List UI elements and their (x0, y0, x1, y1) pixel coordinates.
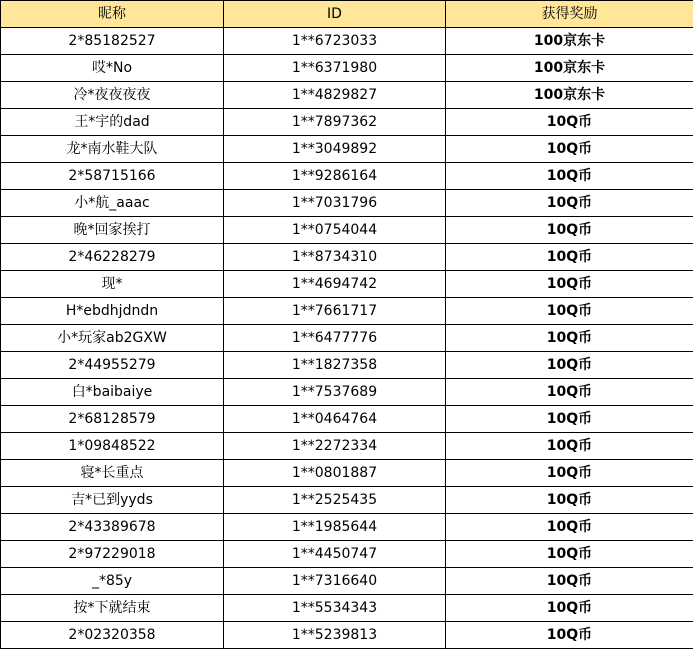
table-row (1, 433, 693, 460)
table-row (1, 460, 693, 487)
cell-id: 1**7031796 (224, 190, 446, 217)
cell-id: 1**7537689 (224, 379, 446, 406)
header-nickname: 昵称 (1, 1, 224, 28)
cell-nickname: 2*46228279 (1, 244, 224, 271)
table-row (1, 487, 693, 514)
cell-id: 1**4450747 (224, 541, 446, 568)
cell-reward: 10Q币 (446, 541, 693, 568)
cell-id: 1**3049892 (224, 136, 446, 163)
cell-id: 1**4694742 (224, 271, 446, 298)
cell-nickname: 2*02320358 (1, 622, 224, 649)
cell-reward: 10Q币 (446, 622, 693, 649)
cell-reward: 10Q币 (446, 163, 693, 190)
cell-nickname: 2*58715166 (1, 163, 224, 190)
cell-id: 1**6723033 (224, 28, 446, 55)
cell-id: 1**6477776 (224, 325, 446, 352)
cell-reward: 100京东卡 (446, 28, 693, 55)
cell-reward: 10Q币 (446, 514, 693, 541)
cell-nickname: 2*68128579 (1, 406, 224, 433)
table-row (1, 622, 693, 649)
cell-nickname: 冷*夜夜夜夜 (1, 82, 224, 109)
cell-reward: 10Q币 (446, 190, 693, 217)
cell-id: 1**5534343 (224, 595, 446, 622)
cell-id: 1**7316640 (224, 568, 446, 595)
cell-nickname: 2*97229018 (1, 541, 224, 568)
header-reward: 获得奖励 (446, 1, 693, 28)
table-row (1, 595, 693, 622)
cell-id: 1**0464764 (224, 406, 446, 433)
table-row (1, 568, 693, 595)
cell-id: 1**0754044 (224, 217, 446, 244)
cell-nickname: 1*09848522 (1, 433, 224, 460)
cell-id: 1**2272334 (224, 433, 446, 460)
cell-nickname: 王*宇的dad (1, 109, 224, 136)
cell-reward: 10Q币 (446, 298, 693, 325)
cell-nickname: 按*下就结束 (1, 595, 224, 622)
cell-reward: 10Q币 (446, 136, 693, 163)
header-row (1, 1, 693, 28)
cell-reward: 10Q币 (446, 487, 693, 514)
table-row (1, 298, 693, 325)
cell-nickname: 龙*南水鞋大队 (1, 136, 224, 163)
cell-reward: 10Q币 (446, 325, 693, 352)
cell-id: 1**1827358 (224, 352, 446, 379)
cell-nickname: 哎*No (1, 55, 224, 82)
cell-nickname: 小*航_aaac (1, 190, 224, 217)
cell-reward: 10Q币 (446, 433, 693, 460)
cell-reward: 10Q币 (446, 460, 693, 487)
cell-id: 1**7661717 (224, 298, 446, 325)
cell-id: 1**4829827 (224, 82, 446, 109)
cell-reward: 100京东卡 (446, 82, 693, 109)
table-row (1, 541, 693, 568)
cell-id: 1**2525435 (224, 487, 446, 514)
cell-nickname: 白*baibaiye (1, 379, 224, 406)
table-row (1, 514, 693, 541)
cell-id: 1**9286164 (224, 163, 446, 190)
cell-id: 1**6371980 (224, 55, 446, 82)
table-row (1, 109, 693, 136)
cell-nickname: 小*玩家ab2GXW (1, 325, 224, 352)
header-id: ID (224, 1, 446, 28)
cell-reward: 10Q币 (446, 244, 693, 271)
cell-reward: 10Q币 (446, 379, 693, 406)
cell-reward: 10Q币 (446, 406, 693, 433)
cell-id: 1**1985644 (224, 514, 446, 541)
cell-reward: 10Q币 (446, 217, 693, 244)
cell-reward: 10Q币 (446, 271, 693, 298)
cell-nickname: 寝*长重点 (1, 460, 224, 487)
cell-nickname: 晚*回家挨打 (1, 217, 224, 244)
cell-id: 1**7897362 (224, 109, 446, 136)
cell-reward: 10Q币 (446, 109, 693, 136)
cell-id: 1**0801887 (224, 460, 446, 487)
cell-nickname: 2*43389678 (1, 514, 224, 541)
table-row (1, 136, 693, 163)
table-row (1, 217, 693, 244)
cell-nickname: 2*44955279 (1, 352, 224, 379)
cell-id: 1**5239813 (224, 622, 446, 649)
table-row (1, 379, 693, 406)
table-row (1, 244, 693, 271)
table-row (1, 190, 693, 217)
cell-nickname: 现* (1, 271, 224, 298)
cell-nickname: H*ebdhjdndn (1, 298, 224, 325)
cell-reward: 100京东卡 (446, 55, 693, 82)
cell-nickname: 吉*已到yyds (1, 487, 224, 514)
cell-reward: 10Q币 (446, 595, 693, 622)
table-row (1, 28, 693, 55)
cell-reward: 10Q币 (446, 568, 693, 595)
table-row (1, 163, 693, 190)
cell-reward: 10Q币 (446, 352, 693, 379)
cell-id: 1**8734310 (224, 244, 446, 271)
table-row (1, 82, 693, 109)
cell-nickname: 2*85182527 (1, 28, 224, 55)
table-row (1, 406, 693, 433)
table-row (1, 271, 693, 298)
table-row (1, 325, 693, 352)
cell-nickname: _*85y (1, 568, 224, 595)
table-row (1, 352, 693, 379)
table-row (1, 55, 693, 82)
